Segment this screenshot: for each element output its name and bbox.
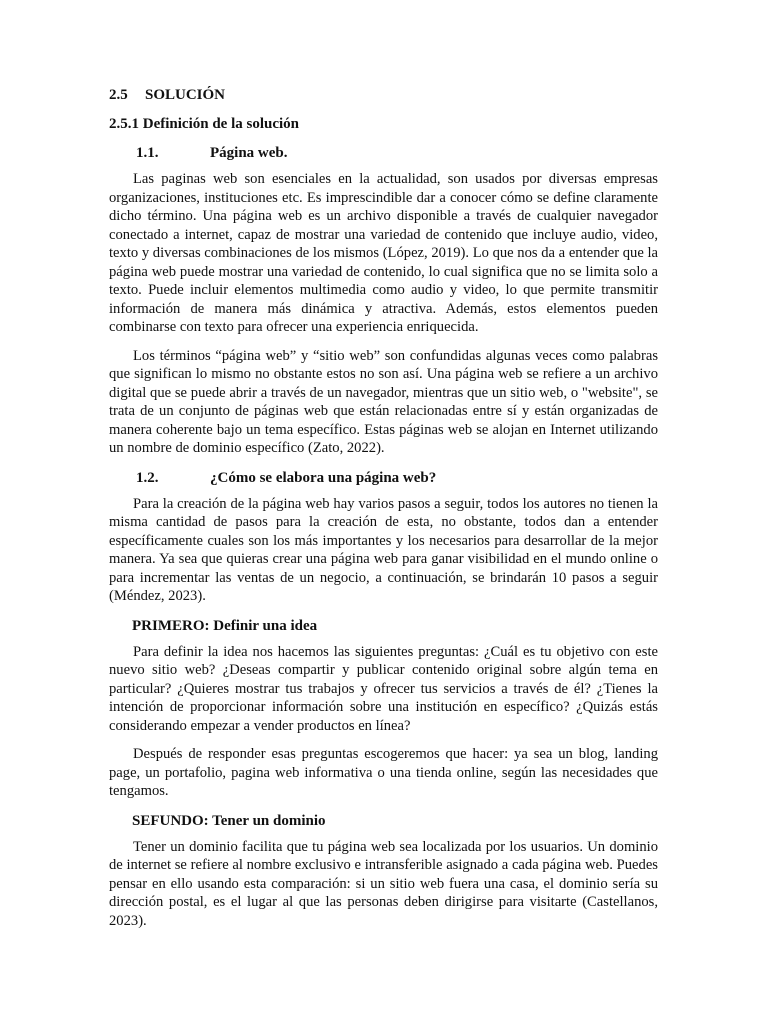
item-heading-como-se-elabora	[109, 468, 658, 488]
subsection-heading: 2.5.1 Definición de la solución	[109, 116, 300, 132]
paragraph: Las paginas web son esenciales en la actualidad, son usados por diversas empresas organizaciones, instituciones etc. Es imprescindible dar a conocer cómo se define claramente dicho término. Una página web es un archivo disponible a través de cualquier navegador conectado a internet, capaz de mostrar una variedad de contenido que incluye audio, video, texto y diversas combinaciones de los mismos (López, 2019). Lo que nos da a entender que la página web puede mostrar una variedad de contenido, lo cual significa que no se limita solo a texto. Puede incluir elementos multimedia como audio y video, lo que permite transmitir información de manera más dinámica y atractiva. Además, estos elementos pueden combinarse con texto para ofrecer una experiencia enriquecida.	[109, 171, 658, 335]
paragraph: Los términos “página web” y “sitio web” son confundidas algunas veces como palabras que significan lo mismo no obstante estos no son así. Una página web se refiere a un archivo digital que se puede abrir a través de un navegador, mientras que un sitio web, o "website", se trata de un conjunto de páginas web que están relacionadas entre sí y están organizadas de manera coherente bajo un tema específico. Estas páginas web se alojan en Internet utilizando un nombre de dominio específico (Zato, 2022).	[109, 347, 658, 456]
step-heading-primero: PRIMERO: Definir una idea	[132, 617, 318, 634]
section-title: SOLUCIÓN	[145, 87, 226, 103]
paragraph: Tener un dominio facilita que tu página web sea localizada por los usuarios. Un dominio de internet se refiere al nombre exclusivo e intransferible asignado a cada página web. Puedes pensar en ello usando esta comparación: si un sitio web fuera una casa, el dominio sería su dirección postal, es el lugar al que las personas deben dirigirse para visitarte (Castellanos, 2023).	[109, 838, 658, 929]
section-heading	[109, 85, 658, 105]
paragraph: Para definir la idea nos hacemos las siguientes preguntas: ¿Cuál es tu objetivo con este nuevo sitio web? ¿Deseas compartir y publicar contenido original sobre algún tema en particular? ¿Quieres mostrar tus trabajos y ofrecer tus servicios a través de él? ¿Tienes la intención de proporcionar información sobre una institución en específico? ¿Quizás estás considerando empezar a vender productos en línea?	[109, 643, 658, 734]
paragraph: Después de responder esas preguntas escogeremos que hacer: ya sea un blog, landing page, un portafolio, pagina web informativa o una tienda online, según las necesidades que tengamos.	[109, 746, 658, 799]
section-number: 2.5	[109, 87, 128, 103]
step-heading-segundo: SEFUNDO: Tener un dominio	[132, 812, 326, 829]
item-heading-pagina-web	[109, 143, 658, 163]
item-number: 1.1.	[136, 145, 159, 161]
item-number: 1.2.	[136, 469, 159, 486]
item-title: ¿Cómo se elabora una página web?	[210, 469, 437, 486]
paragraph: Para la creación de la página web hay varios pasos a seguir, todos los autores no tienen la misma cantidad de pasos para la creación de esta, no obstante, todos dan a entender específicamente cuales son los más importantes y los necesarios para desarrollar de la mejor manera. Ya sea que quieras crear una página web para ganar visibilidad en el mundo online o para incrementar las ventas de un negocio, a continuación, se brindarán 10 pasos a seguir (Méndez, 2023).	[109, 495, 658, 604]
item-title: Página web.	[210, 145, 288, 161]
